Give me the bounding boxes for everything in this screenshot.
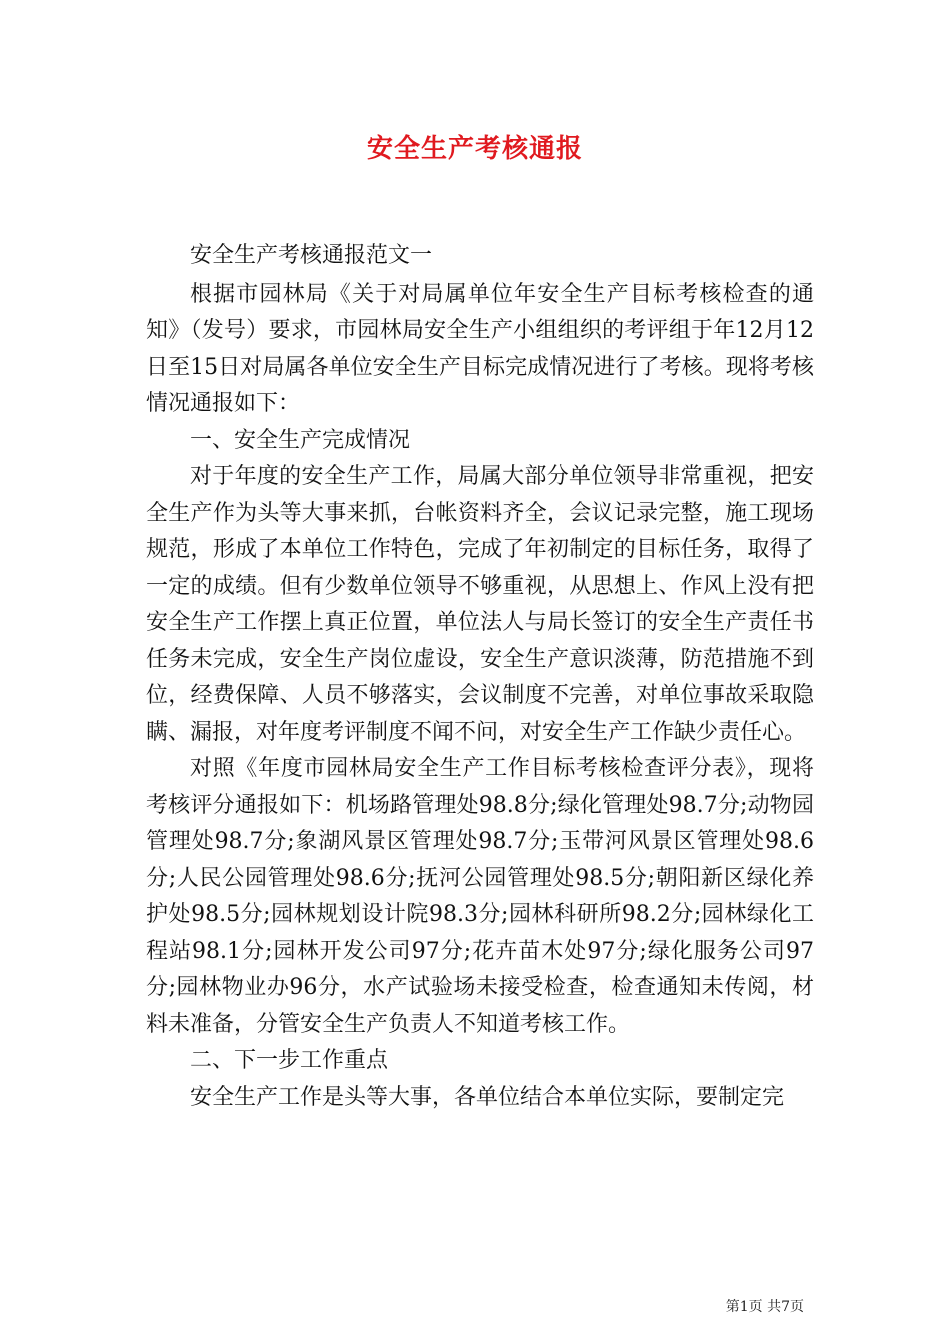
document-subtitle: 安全生产考核通报范文一 <box>190 243 433 268</box>
section-heading-2: 二、下一步工作重点 <box>190 1048 389 1073</box>
paragraph-intro: 根据市园林局《关于对局属单位年安全生产目标考核检查的通知》（发号）要求，市园林局安全生产小组组织的考评组于年12月12日至15日对局属各单位安全生产目标完成情况进行了考核。现将考核情况通报如下： <box>146 281 814 416</box>
paragraph-completion: 对于年度的安全生产工作，局属大部分单位领导非常重视，把安全生产作为头等大事来抓，台帐资料齐全，会议记录完整，施工现场规范，形成了本单位工作特色，完成了年初制定的目标任务，取得了一定的成绩。但有少数单位领导不够重视，从思想上、作风上没有把安全生产工作摆上真正位置，单位法人与局长签订的安全生产责任书任务未完成，安全生产岗位虚设，安全生产意识淡薄，防范措施不到位，经费保障、人员不够落实，会议制度不完善，对单位事故采取隐瞒、漏报，对年度考评制度不闻不问，对安全生产工作缺少责任心。 <box>146 464 814 745</box>
paragraph-scores: 对照《年度市园林局安全生产工作目标考核检查评分表》，现将考核评分通报如下：机场路管理处98.8分;绿化管理处98.7分;动物园管理处98.7分;象湖风景区管理处98.7分;玉带河风景区管理处98.6分;人民公园管理处98.6分;抚河公园管理处98.5分;朝阳新区绿化养护处98.5分;园林规划设计院98.3分;园林科研所98.2分;园林绿化工程站98.1分;园林开发公司97分;花卉苗木处97分;绿化服务公司97分;园林物业办96分，水产试验场未接受检查，检查通知未传阅，材料未准备，分管安全生产负责人不知道考核工作。 <box>146 756 814 1037</box>
section-heading-1: 一、安全生产完成情况 <box>190 427 411 453</box>
document-title: 安全生产考核通报 <box>366 134 583 164</box>
document-body <box>146 238 814 1116</box>
page-number: 第1页 共7页 <box>725 1299 804 1315</box>
paragraph-next-steps: 安全生产工作是头等大事，各单位结合本单位实际，要制定完 <box>190 1084 785 1110</box>
